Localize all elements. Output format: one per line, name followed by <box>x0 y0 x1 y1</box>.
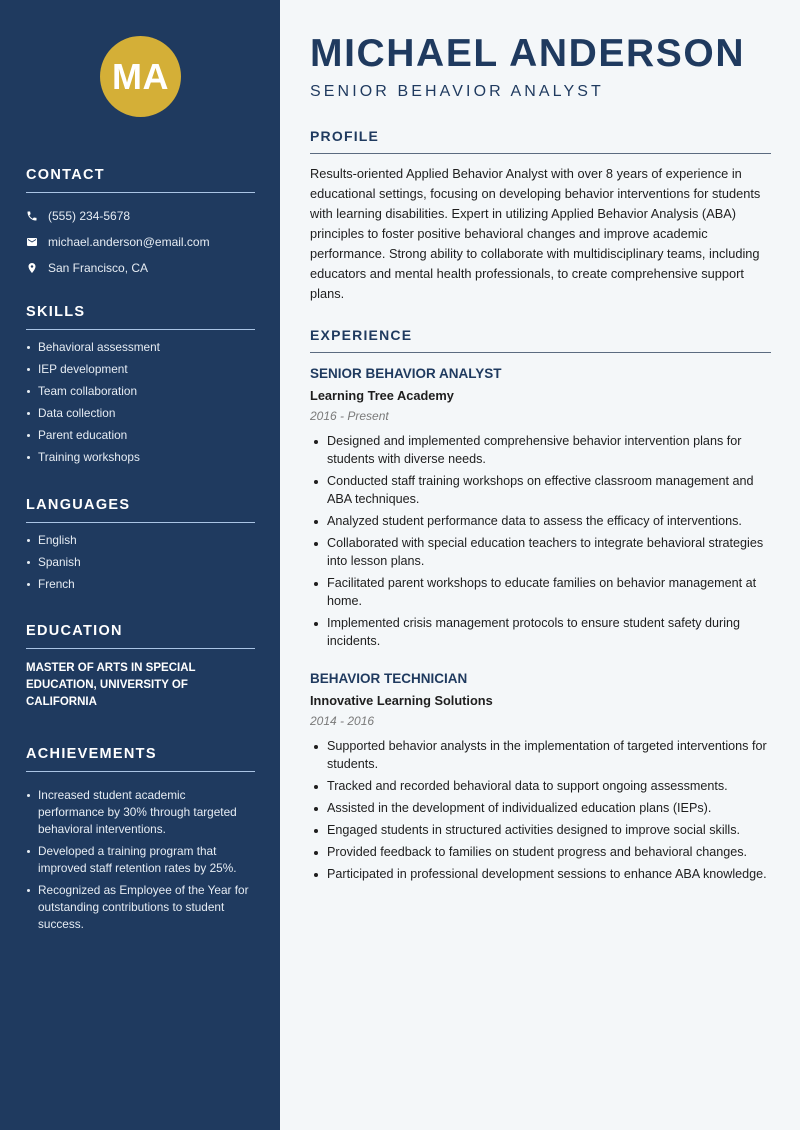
job-bullets <box>310 432 771 650</box>
company-name: Learning Tree Academy <box>310 388 454 403</box>
skill-item: IEP development <box>26 361 255 378</box>
email-text: michael.anderson@email.com <box>48 235 210 249</box>
achievement-item: Developed a training program that improved staff retention rates by 25%. <box>26 843 255 877</box>
languages-heading: LANGUAGES <box>26 497 255 523</box>
language-item: English <box>26 532 255 549</box>
job-bullet: Assisted in the development of individualized education plans (IEPs). <box>310 799 771 817</box>
skill-item: Behavioral assessment <box>26 339 255 356</box>
education-heading: EDUCATION <box>26 623 255 649</box>
language-item: Spanish <box>26 554 255 571</box>
job-bullet: Conducted staff training workshops on effective classroom management and ABA techniques. <box>310 472 771 508</box>
achievements-section <box>26 746 255 938</box>
achievement-item: Increased student academic performance by 30% through targeted behavioral interventions. <box>26 787 255 838</box>
job-bullet: Engaged students in structured activities designed to improve social skills. <box>310 821 771 839</box>
company-name: Innovative Learning Solutions <box>310 693 493 708</box>
experience-heading: EXPERIENCE <box>310 327 771 353</box>
job-bullets <box>310 737 771 883</box>
avatar <box>100 36 181 117</box>
job-title: BEHAVIOR TECHNICIAN <box>310 671 468 686</box>
skill-item: Parent education <box>26 427 255 444</box>
contact-email[interactable] <box>26 229 255 255</box>
achievement-item: Recognized as Employee of the Year for outstanding contributions to student success. <box>26 882 255 933</box>
job-bullet: Tracked and recorded behavioral data to support ongoing assessments. <box>310 777 771 795</box>
skill-item: Training workshops <box>26 449 255 466</box>
job-bullet: Participated in professional development sessions to enhance ABA knowledge. <box>310 865 771 883</box>
job-entry <box>310 366 771 654</box>
profile-section <box>310 128 771 304</box>
phone-icon <box>26 210 48 222</box>
job-bullet: Supported behavior analysts in the implementation of targeted interventions for students. <box>310 737 771 773</box>
skill-item: Data collection <box>26 405 255 422</box>
job-title: SENIOR BEHAVIOR ANALYST <box>310 366 502 381</box>
experience-section <box>310 327 771 353</box>
job-bullet: Collaborated with special education teachers to integrate behavioral strategies into lesson plans. <box>310 534 771 570</box>
skills-heading: SKILLS <box>26 304 255 330</box>
avatar-initials: MA <box>112 55 169 97</box>
skill-item: Team collaboration <box>26 383 255 400</box>
candidate-role: SENIOR BEHAVIOR ANALYST <box>310 83 604 100</box>
contact-heading: CONTACT <box>26 167 255 193</box>
location-pin-icon <box>26 262 48 274</box>
profile-heading: PROFILE <box>310 128 771 154</box>
candidate-name: MICHAEL ANDERSON <box>310 32 746 75</box>
skills-section <box>26 304 255 471</box>
job-bullet: Analyzed student performance data to assess the efficacy of interventions. <box>310 512 771 530</box>
sidebar <box>0 0 280 1130</box>
languages-section <box>26 497 255 598</box>
skills-list <box>26 339 255 466</box>
profile-summary: Results-oriented Applied Behavior Analyst with over 8 years of experience in educational settings, focusing on developing behavior interventions for students with learning disabilities. Expert in utilizing Applied Behavior Analysis (ABA) principles to foster positive behavioral changes and improve academic performance. Strong ability to collaborate with multidisciplinary teams, including educators and mental health professionals, to create comprehensive support plans. <box>310 166 761 301</box>
job-dates: 2014 - 2016 <box>310 714 375 728</box>
phone-text: (555) 234-5678 <box>48 209 131 223</box>
contact-phone[interactable] <box>26 203 255 229</box>
email-icon <box>26 236 48 248</box>
job-dates: 2016 - Present <box>310 409 389 423</box>
languages-list <box>26 532 255 593</box>
education-section <box>26 623 255 711</box>
job-bullet: Implemented crisis management protocols to ensure student safety during incidents. <box>310 614 771 650</box>
language-item: French <box>26 576 255 593</box>
contact-section <box>26 167 255 281</box>
contact-list <box>26 203 255 281</box>
job-bullet: Provided feedback to families on student progress and behavioral changes. <box>310 843 771 861</box>
achievements-list <box>26 787 255 933</box>
achievements-heading: ACHIEVEMENTS <box>26 746 255 772</box>
job-entry <box>310 671 771 887</box>
contact-location <box>26 255 255 281</box>
job-bullet: Facilitated parent workshops to educate families on behavior management at home. <box>310 574 771 610</box>
education-degree: MASTER OF ARTS IN SPECIAL EDUCATION, UNIVERSITY OF CALIFORNIA <box>26 662 196 708</box>
job-bullet: Designed and implemented comprehensive behavior intervention plans for students with diverse needs. <box>310 432 771 468</box>
location-text: San Francisco, CA <box>48 261 149 275</box>
